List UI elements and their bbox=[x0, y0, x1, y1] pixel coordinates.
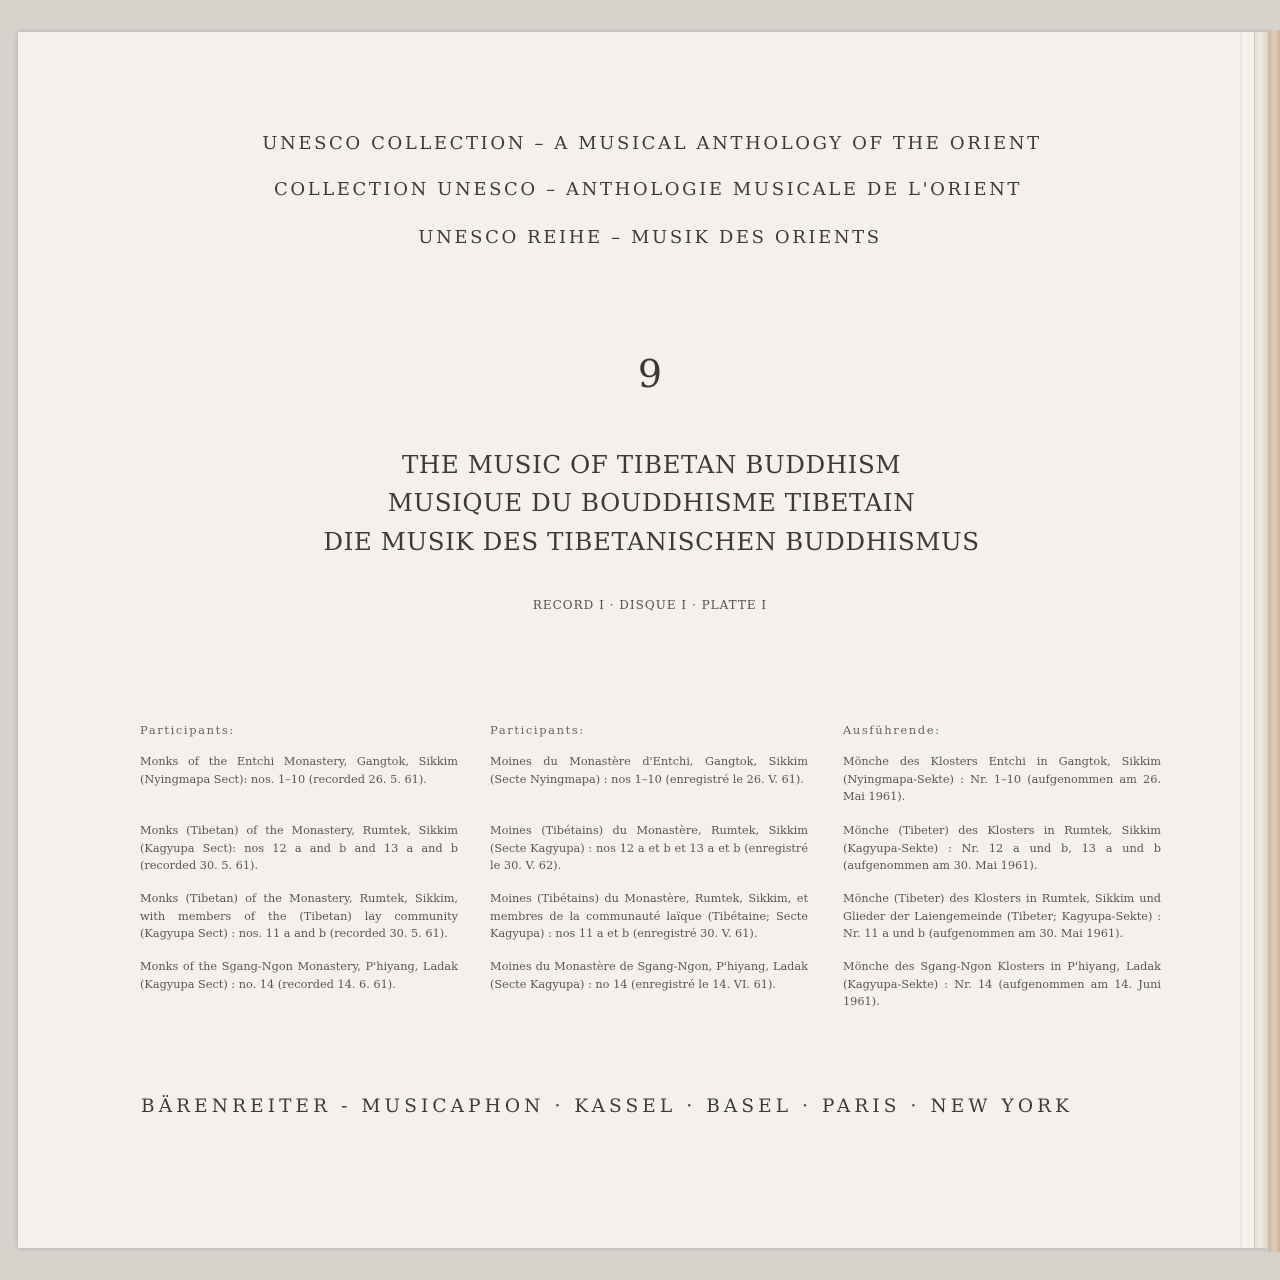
participant-entry: Moines du Monastère d'Entchi, Gangtok, Sikkim (Secte Nyingmapa) : nos 1–10 (enregistré le 26. V. 61). bbox=[490, 755, 808, 786]
participant-entry: Mönche des Sgang-Ngon Klosters in P'hiyang, Ladak (Kagyupa-Sekte) : Nr. 14 (aufgenommen am 14. Juni 1961). bbox=[843, 960, 1161, 1008]
participant-entry: Monks (Tibetan) of the Monastery, Rumtek, Sikkim (Kagyupa Sect): nos 12 a and b and 13 a and b (recorded 30. 5. 61). bbox=[140, 824, 458, 872]
participant-entry: Mönche (Tibeter) des Klosters in Rumtek, Sikkim (Kagyupa-Sekte) : Nr. 12 a und b, 13 a und b (aufgenommen am 30. Mai 1961). bbox=[843, 824, 1161, 872]
sleeve-page bbox=[18, 32, 1268, 1248]
participant-entry: Moines (Tibétains) du Monastère, Rumtek, Sikkim, et membres de la communauté laïque (Tibétaine; Secte Kagyupa) : nos 11 a et b (enregistré 30. V. 61). bbox=[490, 892, 808, 940]
participants-column-english bbox=[140, 722, 458, 991]
series-title-english: UNESCO COLLECTION – A MUSICAL ANTHOLOGY OF THE ORIENT bbox=[262, 133, 1042, 154]
participant-entry: Mönche (Tibeter) des Klosters in Rumtek, Sikkim und Glieder der Laiengemeinde (Tibeter; Kagyupa-Sekte) : Nr. 11 a und b (aufgenommen am 30. Mai 1961). bbox=[843, 892, 1161, 940]
participant-entry: Monks of the Entchi Monastery, Gangtok, Sikkim (Nyingmapa Sect): nos. 1–10 (recorded 26. 5. 61). bbox=[140, 755, 458, 786]
column-heading: Ausführende: bbox=[843, 723, 941, 737]
participant-entry: Moines (Tibétains) du Monastère, Rumtek, Sikkim (Secte Kagyupa) : nos 12 a et b et 13 a et b (enregistré le 30. V. 62). bbox=[490, 824, 808, 872]
record-number-line: RECORD I · DISQUE I · PLATTE I bbox=[532, 598, 768, 612]
volume-number: 9 bbox=[637, 352, 663, 396]
series-title-german: UNESCO REIHE – MUSIK DES ORIENTS bbox=[418, 227, 882, 248]
participant-entry: Monks (Tibetan) of the Monastery, Rumtek, Sikkim, with members of the (Tibetan) lay community (Kagyupa Sect) : nos. 11 a and b (recorded 30. 5. 61). bbox=[140, 892, 458, 940]
participant-entry: Moines du Monastère de Sgang-Ngon, P'hiyang, Ladak (Secte Kagyupa) : no 14 (enregistré le 14. VI. 61). bbox=[490, 960, 808, 991]
album-title-french: MUSIQUE DU BOUDDHISME TIBETAIN bbox=[387, 488, 916, 517]
column-heading: Participants: bbox=[140, 723, 235, 737]
album-title-german: DIE MUSIK DES TIBETANISCHEN BUDDHISMUS bbox=[323, 527, 980, 556]
column-heading: Participants: bbox=[490, 723, 585, 737]
participants-column-german bbox=[843, 722, 1161, 1008]
participant-entry: Mönche des Klosters Entchi in Gangtok, Sikkim (Nyingmapa-Sekte) : Nr. 1–10 (aufgenommen am 26. Mai 1961). bbox=[843, 755, 1161, 803]
participants-column-french bbox=[490, 722, 808, 991]
album-title-english: THE MUSIC OF TIBETAN BUDDHISM bbox=[401, 450, 902, 479]
publisher-line: BÄRENREITER - MUSICAPHON · KASSEL · BASEL · PARIS · NEW YORK bbox=[141, 1096, 1074, 1117]
sleeve-fold bbox=[1240, 32, 1242, 1248]
inner-sleeve-edge bbox=[1268, 30, 1280, 1252]
series-title-french: COLLECTION UNESCO – ANTHOLOGIE MUSICALE DE L'ORIENT bbox=[273, 179, 1023, 200]
participant-entry: Monks of the Sgang-Ngon Monastery, P'hiyang, Ladak (Kagyupa Sect) : no. 14 (recorded 14. 6. 61). bbox=[140, 960, 458, 991]
sleeve-edge bbox=[1254, 32, 1269, 1248]
